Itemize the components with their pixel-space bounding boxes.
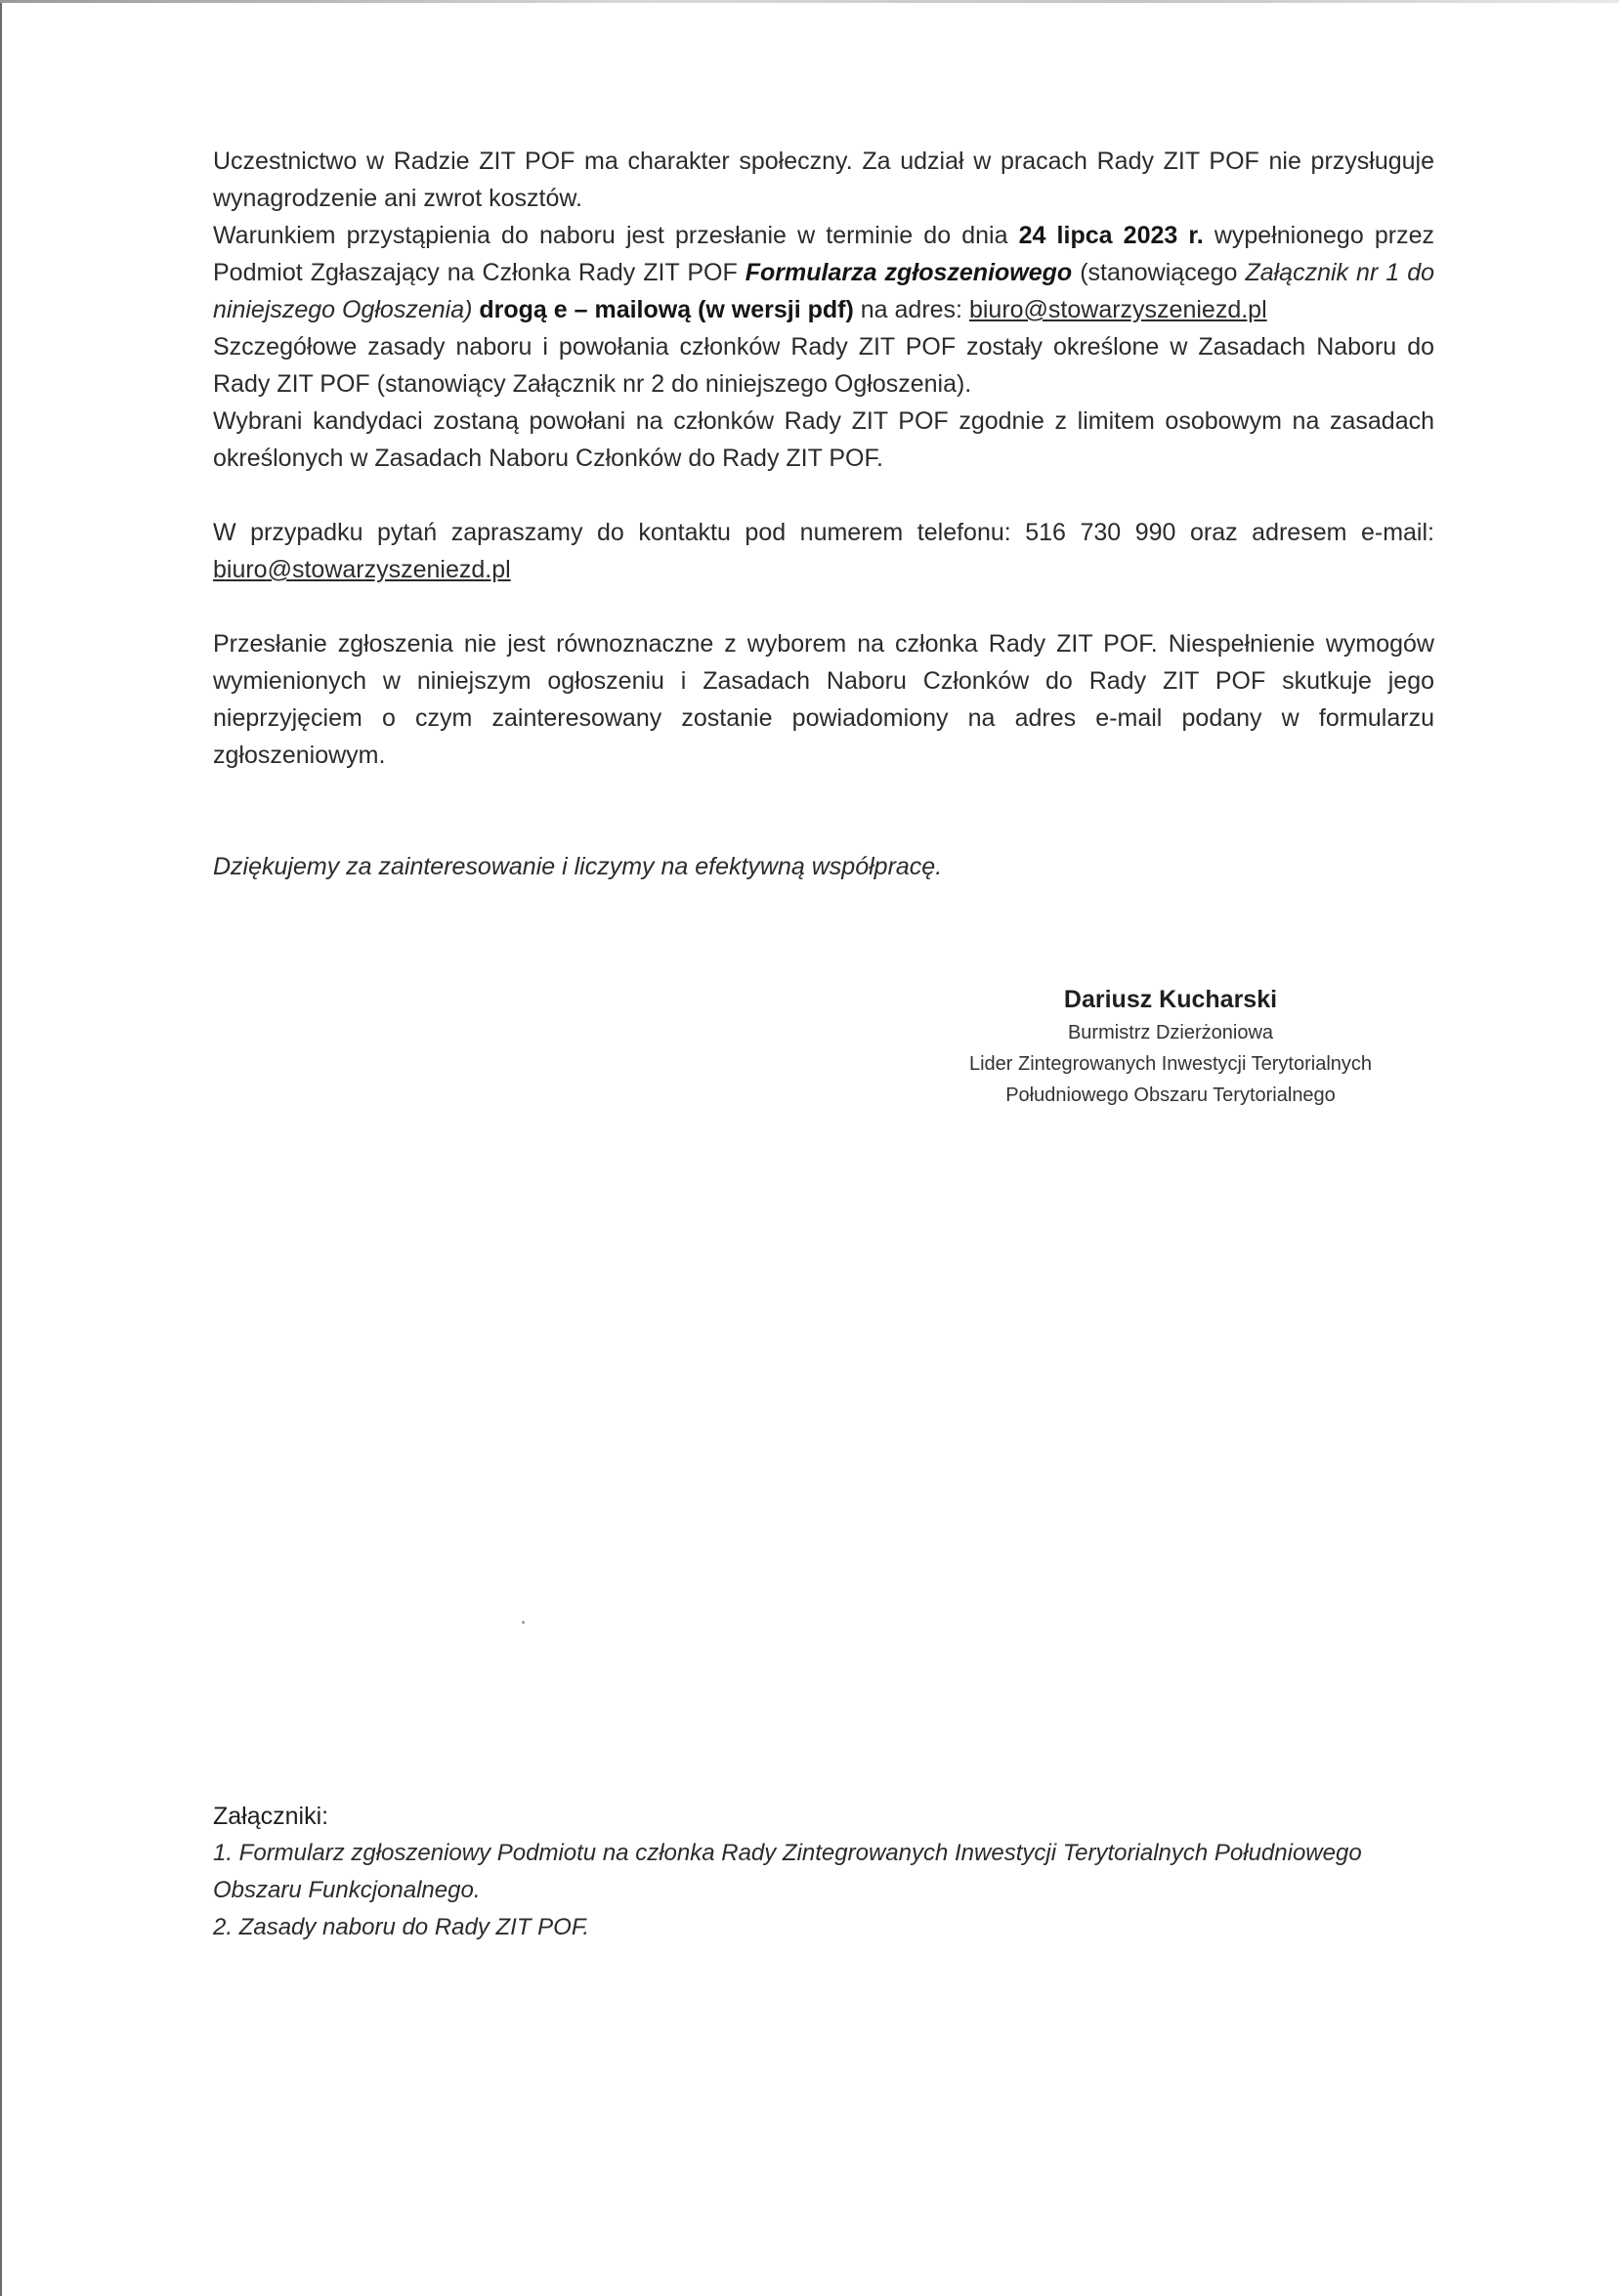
attachment-item-2: 2. Zasady naboru do Rady ZIT POF. <box>213 1914 590 1940</box>
spacer <box>213 477 1434 514</box>
paragraph-participation <box>213 143 1434 477</box>
signatory-line-3: Południowego Obszaru Terytorialnego <box>1005 1084 1336 1106</box>
disclaimer-text: Przesłanie zgłoszenia nie jest równoznaczne z wyborem na członka Rady ZIT POF. Niespełnienie wymogów wymienionych w niniejszym ogłoszeniu i Zasadach Naboru Członków do Rady ZIT POF skutkuje jego nieprzyjęciem o czym zainteresowany zostanie powiadomiony na adres e-mail podany w formularzu zgłoszeniowym. <box>213 630 1434 769</box>
address-label: na adres: <box>853 296 969 323</box>
scan-edge-top <box>0 0 1619 3</box>
signatory-line-2: Lider Zintegrowanych Inwestycji Terytorialnych <box>968 1053 1373 1075</box>
thanks-line: Dziękujemy za zainteresowanie i liczymy na efektywną współpracę. <box>213 853 943 880</box>
submitter-text: wypełnionego przez Podmiot Zgłaszający na Członka Rady ZIT POF <box>213 222 1434 286</box>
spacer <box>213 774 1434 848</box>
submission-channel: drogą e – mailową (w wersji pdf) <box>479 296 854 323</box>
signatory-name: Dariusz Kucharski <box>1063 986 1278 1013</box>
form-note-text: (stanowiącego <box>1072 259 1246 286</box>
paragraph-contact <box>213 514 1434 588</box>
paragraph-disclaimer <box>213 625 1434 774</box>
deadline-text: Warunkiem przystąpienia do naboru jest przesłanie w terminie do dnia <box>213 222 1019 249</box>
spacer <box>213 588 1434 625</box>
attachment-item-1: 1. Formularz zgłoszeniowy Podmiotu na członka Rady Zintegrowanych Inwestycji Terytorialnych Południowego Obszaru Funkcjonalnego. <box>213 1840 1362 1903</box>
document-body <box>213 143 1434 885</box>
scan-edge-left <box>0 0 2 2296</box>
attachments-title: Załączniki: <box>213 1803 329 1830</box>
rules-text: Szczegółowe zasady naboru i powołania członków Rady ZIT POF zostały określone w Zasadach Naboru do Rady ZIT POF (stanowiący Załącznik nr 2 do niniejszego Ogłoszenia). <box>213 333 1434 398</box>
scan-speck <box>522 1621 525 1624</box>
selection-text: Wybrani kandydaci zostaną powołani na członków Rady ZIT POF zgodnie z limitem osobowym na zasadach określonych w Zasadach Naboru Członków do Rady ZIT POF. <box>213 407 1434 472</box>
attachments-section <box>213 1798 1434 1946</box>
participation-text: Uczestnictwo w Radzie ZIT POF ma charakter społeczny. Za udział w pracach Rady ZIT POF nie przysługuje wynagrodzenie ani zwrot kosztów. <box>213 148 1434 212</box>
email-link-2[interactable]: biuro@stowarzyszeniezd.pl <box>213 556 511 583</box>
signatory-role: Burmistrz Dzierżoniowa <box>1067 1022 1274 1043</box>
signature-block <box>897 982 1444 1111</box>
attachment-reference: Załącznik nr 1 do niniejszego Ogłoszenia) <box>213 259 1435 323</box>
contact-text: W przypadku pytań zapraszamy do kontaktu pod numerem telefonu: 516 730 990 oraz adresem e-mail: <box>213 519 1434 546</box>
form-name: Formularza zgłoszeniowego <box>745 259 1073 286</box>
email-link-1[interactable]: biuro@stowarzyszeniezd.pl <box>968 296 1267 323</box>
deadline-date: 24 lipca 2023 r. <box>1018 222 1204 249</box>
